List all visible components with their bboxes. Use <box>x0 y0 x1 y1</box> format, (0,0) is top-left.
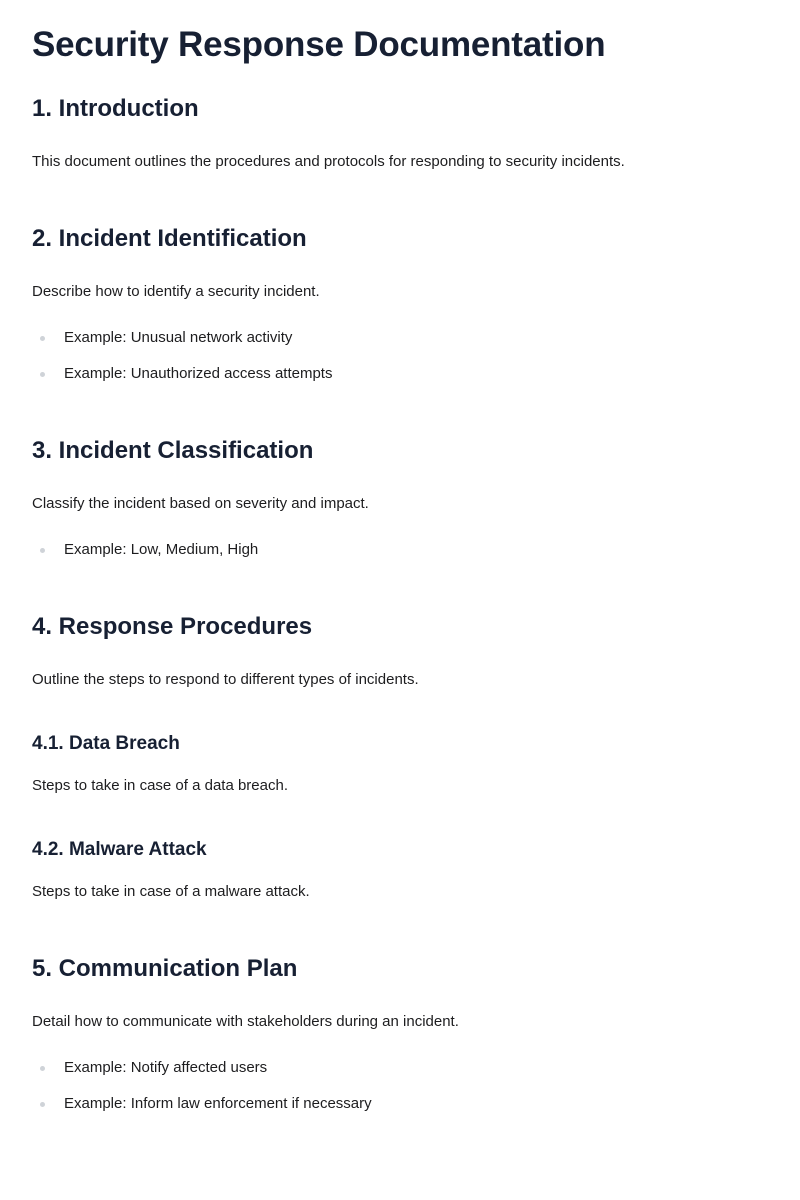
list-item: Example: Unusual network activity <box>32 328 768 348</box>
list-item: Example: Unauthorized access attempts <box>32 364 768 384</box>
section-heading-communication-plan: 5. Communication Plan <box>32 955 298 982</box>
section-heading-response-procedures: 4. Response Procedures <box>32 613 313 640</box>
page-title: Security Response Documentation <box>32 25 606 64</box>
incident-identification-list <box>32 328 768 384</box>
section-text-introduction: This document outlines the procedures and protocols for responding to security incidents. <box>32 153 625 170</box>
section-text-incident-classification: Classify the incident based on severity and impact. <box>32 495 369 512</box>
section-text-response-procedures: Outline the steps to respond to different types of incidents. <box>32 671 419 688</box>
list-item: Example: Inform law enforcement if necessary <box>32 1094 768 1114</box>
list-item: Example: Notify affected users <box>32 1058 768 1078</box>
communication-plan-list <box>32 1058 768 1114</box>
incident-classification-list <box>32 540 768 560</box>
section-heading-incident-identification: 2. Incident Identification <box>32 225 307 252</box>
subsection-text-malware-attack: Steps to take in case of a malware attack. <box>32 883 310 900</box>
subsection-text-data-breach: Steps to take in case of a data breach. <box>32 777 288 794</box>
subsection-heading-data-breach: 4.1. Data Breach <box>32 733 180 754</box>
subsection-heading-malware-attack: 4.2. Malware Attack <box>32 839 207 860</box>
section-text-communication-plan: Detail how to communicate with stakeholders during an incident. <box>32 1013 459 1030</box>
list-item: Example: Low, Medium, High <box>32 540 768 560</box>
section-heading-introduction: 1. Introduction <box>32 95 199 122</box>
section-text-incident-identification: Describe how to identify a security incident. <box>32 283 320 300</box>
section-heading-incident-classification: 3. Incident Classification <box>32 437 314 464</box>
